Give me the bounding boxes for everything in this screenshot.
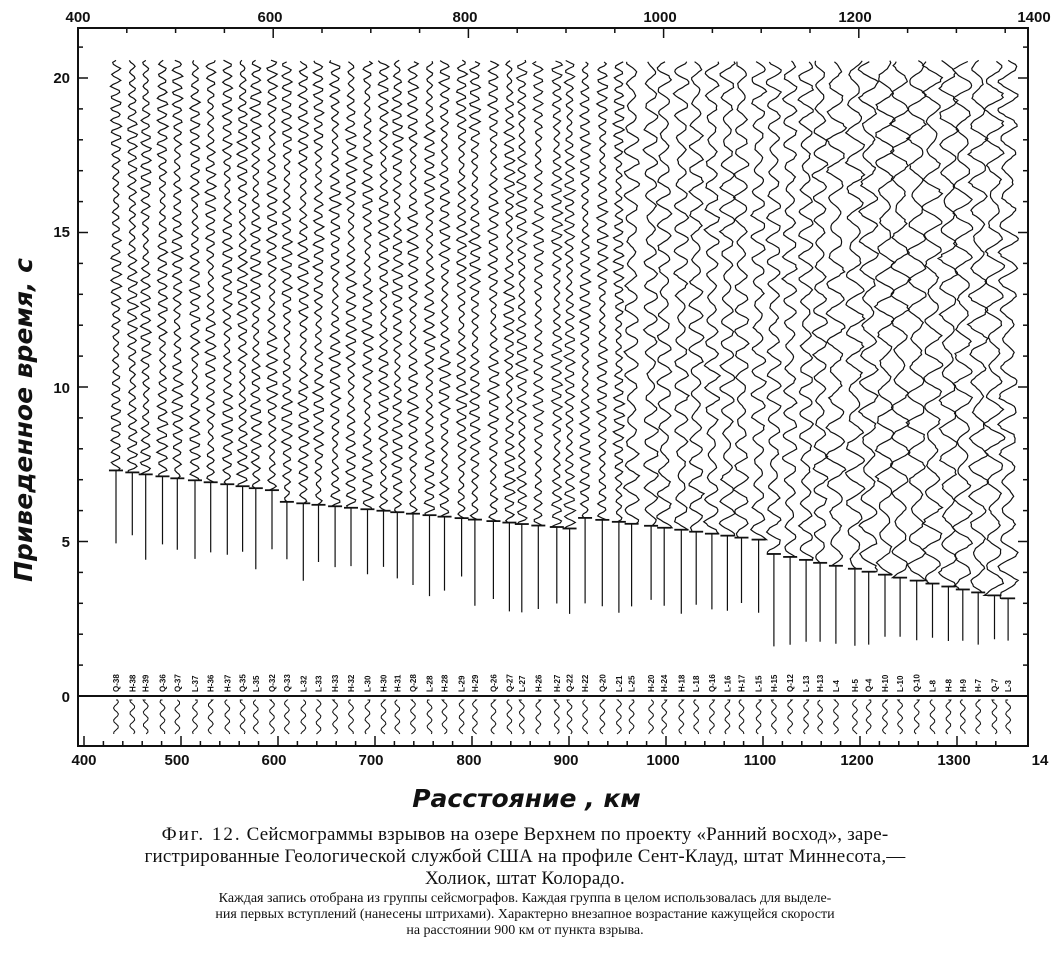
station-label: H-13: [816, 674, 826, 692]
trace-tail: [662, 700, 667, 734]
station-label: L-16: [723, 675, 733, 692]
bottom-tick-label: 1200: [840, 752, 874, 769]
station-label: L-21: [614, 675, 624, 692]
seismogram-trace: [250, 60, 261, 569]
seismogram-trace: [890, 62, 911, 637]
station-label: L-33: [314, 675, 324, 692]
trace-tail: [208, 700, 213, 734]
seismogram-trace: [733, 62, 749, 603]
seismogram-trace: [281, 62, 292, 559]
seismogram-trace: [533, 62, 544, 610]
seismogram-trace: [456, 60, 467, 576]
seismogram-trace: [719, 62, 735, 611]
trace-tail: [253, 700, 258, 734]
station-label: L-27: [517, 675, 527, 692]
trace-tail: [866, 700, 871, 734]
bottom-tick-label: 500: [164, 752, 190, 769]
trace-tail: [459, 700, 464, 734]
station-label: H-9: [958, 679, 968, 692]
bottom-tick-label: 800: [456, 752, 482, 769]
station-label: H-20: [647, 674, 657, 692]
trace-tail: [756, 700, 761, 734]
trace-tail: [143, 700, 148, 734]
trace-tail: [381, 700, 386, 734]
station-label: Q-26: [489, 674, 499, 692]
trace-tail: [1006, 700, 1011, 734]
trace-tail: [616, 700, 621, 734]
trace-tail: [365, 700, 370, 734]
bottom-tick-label: 400: [71, 752, 97, 769]
bottom-tick-label: 14: [1031, 752, 1049, 769]
station-label: Q-35: [238, 674, 248, 692]
trace-tail: [788, 700, 793, 734]
top-tick-label: 400: [65, 9, 91, 26]
seismogram-trace: [673, 62, 689, 614]
station-label: H-18: [677, 674, 687, 692]
trace-tail: [130, 700, 135, 734]
seismogram-trace: [551, 61, 563, 604]
seismogram-trace: [504, 61, 515, 612]
top-tick-label: 600: [257, 9, 283, 26]
station-label: H-24: [660, 674, 670, 692]
station-label: Q-22: [565, 674, 575, 692]
seismogram-trace: [922, 62, 943, 638]
seismogram-trace: [378, 61, 389, 567]
seismogram-trace: [812, 61, 828, 642]
trace-tail: [270, 700, 275, 734]
station-label: H-26: [534, 674, 544, 692]
y-tick-label: 5: [61, 534, 70, 551]
bottom-tick-label: 900: [553, 752, 579, 769]
seismogram-trace: [798, 62, 813, 642]
trace-tail: [491, 700, 496, 734]
trace-tail: [507, 700, 512, 734]
station-label: L-32: [299, 675, 309, 692]
note-line: ния первых вступлений (нанесены штрихами). Характерно внезапное возрастание кажущейся скорости: [215, 907, 835, 922]
trace-tail: [852, 700, 857, 734]
trace-tail: [316, 700, 321, 734]
seismogram-traces: [109, 60, 1018, 734]
trace-tail: [960, 700, 965, 734]
bottom-tick-label: 1000: [646, 752, 680, 769]
seismogram-trace: [597, 62, 608, 606]
top-tick-label: 1400: [1017, 9, 1051, 26]
trace-tail: [567, 700, 572, 734]
station-label: H-33: [331, 674, 341, 692]
seismogram-trace: [172, 60, 183, 549]
note-line: на расстоянии 900 км от пункта взрыва.: [406, 923, 644, 938]
station-label: L-3: [1004, 680, 1014, 692]
station-label: Q-38: [112, 674, 121, 692]
seismogram-trace: [190, 60, 201, 559]
trace-tail: [930, 700, 935, 734]
station-label: H-37: [223, 674, 233, 692]
station-label: L-18: [692, 675, 702, 692]
station-label: H-8: [944, 679, 954, 692]
station-label: H-28: [440, 674, 450, 692]
station-label: L-37: [191, 675, 200, 692]
figure-caption: [30, 824, 1020, 890]
trace-tail: [536, 700, 541, 734]
station-label: Q-7: [990, 678, 1000, 692]
trace-tail: [442, 700, 447, 734]
seismogram-trace: [689, 62, 704, 605]
station-label: L-25: [627, 675, 637, 692]
trace-tail: [583, 700, 588, 734]
trace-tail: [834, 700, 839, 734]
station-label: L-4: [831, 680, 841, 692]
seismogram-trace: [346, 62, 357, 566]
bottom-tick-label: 1300: [937, 752, 971, 769]
trace-tail: [519, 700, 524, 734]
y-tick-label: 15: [53, 224, 70, 241]
seismogram-trace: [968, 60, 989, 644]
trace-tail: [284, 700, 289, 734]
station-label: L-13: [802, 675, 812, 692]
y-axis-label: Приведенное время, с: [9, 258, 38, 582]
trace-tail: [883, 700, 888, 734]
seismogram-trace: [157, 60, 168, 544]
trace-tail: [160, 700, 165, 734]
station-label: L-15: [754, 675, 764, 692]
station-label: L-28: [425, 675, 435, 692]
caption-line: Сейсмограммы взрывов на озере Верхнем по проекту «Ранний восход», заре-: [246, 824, 889, 845]
seismogram-trace: [580, 62, 591, 604]
trace-tail: [175, 700, 180, 734]
trace-tail: [946, 700, 951, 734]
seismogram-trace: [516, 60, 528, 612]
seismogram-trace: [704, 62, 721, 610]
trace-tail: [193, 700, 198, 734]
y-tick-label: 20: [53, 70, 70, 87]
caption-line: Холиок, штат Колорадо.: [424, 868, 626, 889]
seismogram-trace: [488, 61, 499, 599]
trace-tail: [333, 700, 338, 734]
seismogram-trace: [564, 61, 576, 614]
station-label: Q-36: [158, 674, 168, 692]
trace-tail: [898, 700, 903, 734]
station-label: H-32: [347, 674, 356, 692]
station-label: H-5: [850, 679, 860, 692]
station-label: H-36: [206, 674, 216, 692]
figure-note: [30, 891, 1020, 939]
seismogram-trace: [657, 62, 673, 606]
seismogram-trace: [643, 62, 658, 600]
trace-tail: [771, 700, 776, 734]
top-tick-label: 1200: [838, 9, 872, 26]
trace-tail: [349, 700, 354, 734]
station-label: Q-37: [173, 674, 183, 692]
trace-tail: [914, 700, 919, 734]
seismogram-trace: [222, 60, 233, 555]
trace-tail: [629, 700, 634, 734]
trace-tail: [710, 700, 715, 734]
seismogram-trace: [362, 61, 373, 574]
trace-tail: [240, 700, 245, 734]
y-tick-label: 10: [53, 380, 70, 397]
seismogram-trace: [826, 62, 847, 644]
seismogram-trace: [984, 61, 1005, 639]
top-tick-label: 1000: [643, 9, 677, 26]
trace-tail: [225, 700, 230, 734]
trace-tail: [976, 700, 981, 734]
station-label: L-10: [896, 675, 906, 692]
station-label: Q-4: [864, 678, 874, 692]
bottom-tick-label: 700: [358, 752, 384, 769]
top-tick-label: 800: [452, 9, 478, 26]
station-label: H-10: [881, 674, 890, 692]
station-label: L-8: [928, 680, 938, 692]
seismogram-trace: [237, 60, 248, 552]
trace-tail: [725, 700, 730, 734]
station-label: H-39: [141, 674, 151, 692]
trace-tail: [992, 700, 997, 734]
trace-tail: [694, 700, 699, 734]
trace-tail: [804, 700, 809, 734]
trace-tail: [427, 700, 432, 734]
seismogram-trace: [766, 62, 781, 646]
station-label: L-30: [363, 675, 373, 692]
y-tick-label: 0: [61, 689, 70, 706]
station-label: Q-27: [505, 674, 515, 692]
station-label: H-30: [379, 674, 389, 692]
station-label: H-15: [769, 674, 779, 692]
seismogram-trace: [906, 61, 927, 641]
station-label: H-17: [737, 674, 747, 692]
station-label: Q-12: [786, 674, 796, 692]
seismogram-trace: [266, 60, 277, 549]
station-label: H-29: [470, 674, 480, 692]
station-label: H-27: [552, 674, 562, 692]
seismogram-trace: [392, 60, 403, 578]
bottom-tick-label: 1100: [743, 752, 777, 769]
trace-tail: [739, 700, 744, 734]
seismogram-trace: [469, 62, 481, 606]
station-label: H-22: [581, 674, 591, 692]
station-label: Q-33: [282, 674, 292, 692]
seismogram-trace: [953, 62, 973, 641]
trace-tail: [554, 700, 559, 734]
seismogram-trace: [205, 60, 216, 552]
seismogram-trace: [329, 60, 341, 567]
station-label: Q-32: [268, 674, 277, 692]
station-label: H-38: [128, 674, 138, 692]
trace-tail: [818, 700, 823, 734]
seismogram-trace: [140, 60, 151, 559]
station-label: H-7: [974, 679, 984, 692]
trace-tail: [649, 700, 654, 734]
seismogram-trace: [875, 61, 895, 637]
seismogram-trace: [439, 61, 451, 591]
trace-tail: [473, 700, 478, 734]
station-label: Q-10: [912, 674, 922, 692]
trace-tail: [301, 700, 306, 734]
trace-tail: [395, 700, 400, 734]
trace-tail: [411, 700, 416, 734]
station-label: L-29: [457, 675, 467, 692]
trace-tail: [679, 700, 684, 734]
plot-frame: [78, 28, 1028, 746]
seismogram-trace: [407, 62, 418, 585]
trace-tail: [600, 700, 605, 734]
seismogram-trace: [613, 62, 624, 613]
station-label: H-31: [393, 674, 403, 692]
station-label: Q-28: [409, 674, 418, 692]
caption-line: гистрированные Геологической службой США на профиле Сент-Клауд, штат Миннесота,—: [144, 846, 906, 867]
bottom-tick-label: 600: [261, 752, 287, 769]
seismogram-trace: [751, 62, 767, 613]
figure-number: Фиг. 12.: [161, 824, 242, 845]
note-line: Каждая запись отобрана из группы сейсмографов. Каждая группа в целом использовалась для выделе-: [218, 891, 832, 906]
station-label: Q-16: [707, 674, 717, 692]
seismogram-trace: [127, 60, 138, 535]
seismogram-trace: [313, 61, 324, 562]
station-label: L-35: [251, 675, 261, 692]
station-label: Q-20: [598, 674, 608, 692]
x-axis-label: Расстояние , км: [412, 784, 641, 813]
seismogram-trace: [624, 62, 640, 607]
trace-tail: [114, 700, 119, 734]
